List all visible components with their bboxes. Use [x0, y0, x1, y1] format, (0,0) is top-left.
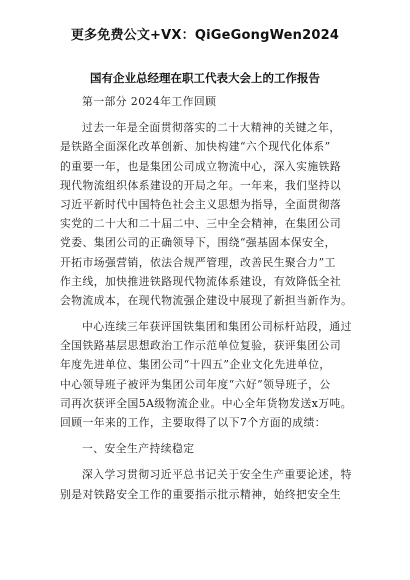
subsection-heading: 一、安全生产持续稳定: [82, 442, 195, 456]
paragraph-line: 司再次获评全国5A级物流企业。中心全年货物发送x万吨。: [60, 396, 353, 410]
paragraph-line: 全国铁路基层思想政治工作示范单位复验，获评集团公司: [60, 339, 342, 353]
paragraph-line: 中心领导班子被评为集团公司年度“六好”领导班子，公: [60, 377, 331, 391]
paragraph-line: 中心连续三年获评国铁集团和集团公司标杆站段，通过: [82, 320, 352, 334]
paragraph-line: 会物流成本，在现代物流强企建设中展现了新担当新作为。: [60, 293, 353, 307]
paragraph-line: 习近平新时代中国特色社会主义思想为指导，全面贯彻落: [60, 197, 342, 211]
promo-banner: 更多免费公文+VX：QiGeGongWen2024: [70, 28, 340, 43]
paragraph-line: 回顾一年来的工作，主要取得了以下7个方面的成绩：: [60, 416, 326, 429]
document-body: [60, 92, 366, 504]
paragraph-line: 过去一年是全面贯彻落实的二十大精神的关键之年，: [82, 121, 341, 135]
paragraph-line: 是铁路全面深化改革创新、加快构建“六个现代化体系”: [60, 140, 331, 154]
paragraph-line: 党委、集团公司的正确领导下，围绕“强基固本保安全，: [60, 236, 336, 250]
section-heading: 第一部分 2024年工作回顾: [82, 95, 217, 108]
document-title: 国有企业总经理在职工代表大会上的工作报告: [90, 71, 320, 85]
paragraph-line: 深入学习贯彻习近平总书记关于安全生产重要论述，特: [82, 468, 352, 482]
paragraph-line: 作主线，加快推进铁路现代物流体系建设，有效降低全社: [60, 274, 342, 288]
paragraph-line: 现代物流组织体系建设的开局之年。一年来，我们坚持以: [60, 178, 342, 192]
paragraph-line: 开拓市场强营销，依法合规严管理，改善民生聚合力”工: [60, 255, 336, 269]
paragraph-line: 别是对铁路安全工作的重要指示批示精神，始终把安全生: [60, 487, 342, 501]
paragraph-line: 的重要一年，也是集团公司成立物流中心，深入实施铁路: [60, 159, 342, 173]
paragraph-line: 年度先进单位、集团公司“十四五”企业文化先进单位，: [60, 358, 331, 372]
paragraph-line: 实党的二十大和二十届二中、三中全会精神，在集团公司: [60, 217, 342, 231]
